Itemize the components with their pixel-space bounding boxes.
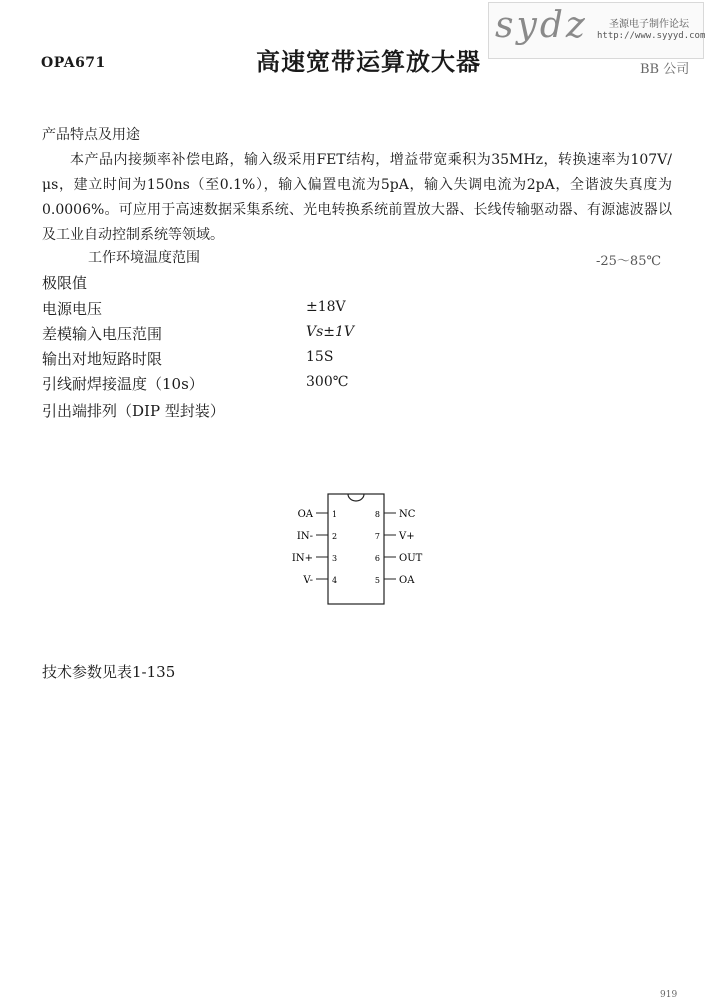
- limit-value-supply-voltage: ±18V: [306, 299, 346, 315]
- pin-4-name: V-: [303, 575, 313, 586]
- limit-value-solder-temp: 300℃: [306, 374, 349, 390]
- pin-5-name: OA: [399, 575, 415, 586]
- pin-1-number: 1: [332, 510, 338, 519]
- limit-value-short-circuit: 15S: [306, 349, 334, 365]
- limit-value-diff-input-range: Vs±1V: [306, 324, 355, 340]
- pin-2-number: 2: [332, 532, 338, 541]
- limit-label-diff-input-range: 差模输入电压范围: [42, 325, 163, 343]
- pin-3-name: IN+: [291, 553, 313, 564]
- pin-3-number: 3: [332, 554, 338, 563]
- notch-icon: [348, 494, 364, 501]
- features-heading: 产品特点及用途: [42, 127, 140, 143]
- limit-label-solder-temp: 引线耐焊接温度（10s）: [42, 375, 204, 393]
- watermark-logo: sydz: [495, 5, 588, 46]
- temp-range-label: 工作环境温度范围: [88, 250, 200, 266]
- limit-label-short-circuit: 输出对地短路时限: [42, 350, 163, 368]
- pin-8-number: 8: [374, 510, 380, 519]
- pin-5-number: 5: [374, 576, 380, 585]
- pin-4-number: 4: [332, 576, 338, 585]
- pin-6-name: OUT: [399, 553, 423, 564]
- watermark-url: http://www.syyyd.com: [597, 31, 705, 41]
- pinout-heading: 引出端排列（DIP 型封装）: [42, 402, 225, 420]
- temp-range-value: -25～85℃: [596, 254, 662, 269]
- pin-7-number: 7: [374, 532, 380, 541]
- watermark-site-name: 圣源电子制作论坛: [609, 19, 689, 30]
- pin-7-name: V+: [399, 531, 415, 542]
- page-title: 高速宽带运算放大器: [256, 47, 481, 76]
- dip-package-diagram: [280, 486, 440, 610]
- limits-heading: 极限值: [42, 274, 88, 292]
- pin-6-number: 6: [374, 554, 380, 563]
- limit-label-supply-voltage: 电源电压: [42, 300, 103, 318]
- manufacturer-label: BB 公司: [640, 62, 690, 77]
- features-paragraph: 本产品内接频率补偿电路，输入级采用FET结构，增益带宽乘积为35MHz，转换速率为107V/μs，建立时间为150ns（至0.1%），输入偏置电流为5pA，输入失调电流为2pA，全谐波失真度为0.0006%。可应用于高速数据采集系统、光电转换系统前置放大器、长线传输驱动器、有源滤波器以及工业自动控制系统等领域。: [42, 152, 672, 243]
- part-number: OPA671: [41, 55, 106, 71]
- pin-1-name: OA: [297, 509, 313, 520]
- page-number: 919: [660, 990, 678, 1000]
- pin-8-name: NC: [399, 509, 416, 520]
- watermark-stamp: [488, 2, 704, 59]
- reference-note: 技术参数见表1-135: [42, 663, 176, 681]
- pin-2-name: IN-: [296, 531, 313, 542]
